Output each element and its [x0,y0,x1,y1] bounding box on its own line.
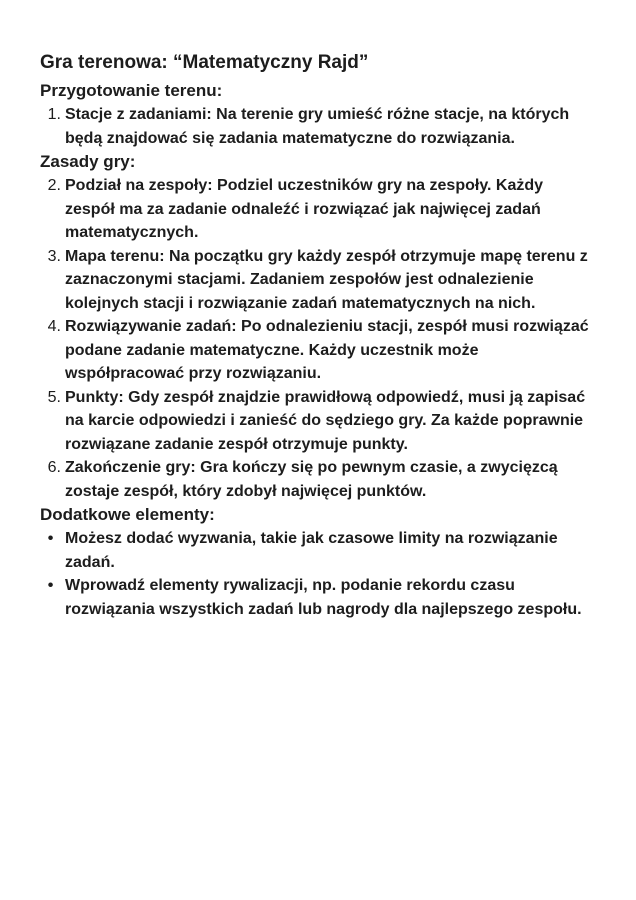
bullet-item [40,527,597,574]
bullet-icon: • [47,530,54,547]
item-text: Rozwiązywanie zadań: Po odnalezieniu stacji, zespół musi rozwiązać podane zadanie matematyczne. Każdy uczestnik może współpracować przy rozwiązaniu. [65,318,589,382]
page-title: Gra terenowa: “Matematyczny Rajd” [40,52,369,73]
numbered-item [40,245,597,316]
numbered-item [40,315,597,386]
section-heading-zasady-gry: Zasady gry: [40,152,136,171]
bullet-icon: • [47,577,54,594]
numbered-list-przygotowanie [40,103,597,150]
item-text: Wprowadź elementy rywalizacji, np. podanie rekordu czasu rozwiązania wszystkich zadań lub nagrody dla najlepszego zespołu. [65,577,582,618]
section-dodatkowe-elementy [40,503,597,621]
bullet-item [40,574,597,621]
item-number: 6. [47,459,61,476]
item-text: Podział na zespoły: Podziel uczestników gry na zespoły. Każdy zespół ma za zadanie odnaleźć i rozwiązać jak najwięcej zadań matematycznych. [65,177,544,241]
section-heading-przygotowanie-terenu: Przygotowanie terenu: [40,81,223,100]
numbered-item [40,103,597,150]
item-number: 3. [47,247,61,265]
item-text: Punkty: Gdy zespół znajdzie prawidłową odpowiedź, musi ją zapisać na karcie odpowiedzi i zanieść do sędziego gry. Za każde poprawnie rozwiązane zadanie zespół otrzymuje punkty. [65,388,586,453]
item-number: 4. [47,318,61,335]
item-number: 5. [47,388,61,406]
section-heading-dodatkowe-elementy: Dodatkowe elementy: [40,505,215,524]
numbered-item [40,456,597,503]
numbered-list-zasady [40,174,597,503]
numbered-item [40,386,597,457]
item-text: Możesz dodać wyzwania, takie jak czasowe limity na rozwiązanie zadań. [65,530,558,571]
item-number: 2. [47,177,61,194]
bullet-list-dodatkowe [40,527,597,621]
item-number: 1. [47,106,61,123]
section-przygotowanie-terenu [40,79,597,150]
item-text: Mapa terenu: Na początku gry każdy zespół otrzymuje mapę terenu z zaznaczonymi stacjami. Zadaniem zespołów jest odnalezienie kolejnych stacji i rozwiązanie zadań matematycznych na nich. [65,247,588,312]
section-zasady-gry [40,150,597,503]
numbered-item [40,174,597,245]
item-text: Stacje z zadaniami: Na terenie gry umieść różne stacje, na których będą znajdować się zadania matematyczne do rozwiązania. [65,106,570,147]
item-text: Zakończenie gry: Gra kończy się po pewnym czasie, a zwycięzcą zostaje zespół, który zdobył najwięcej punktów. [65,459,558,500]
